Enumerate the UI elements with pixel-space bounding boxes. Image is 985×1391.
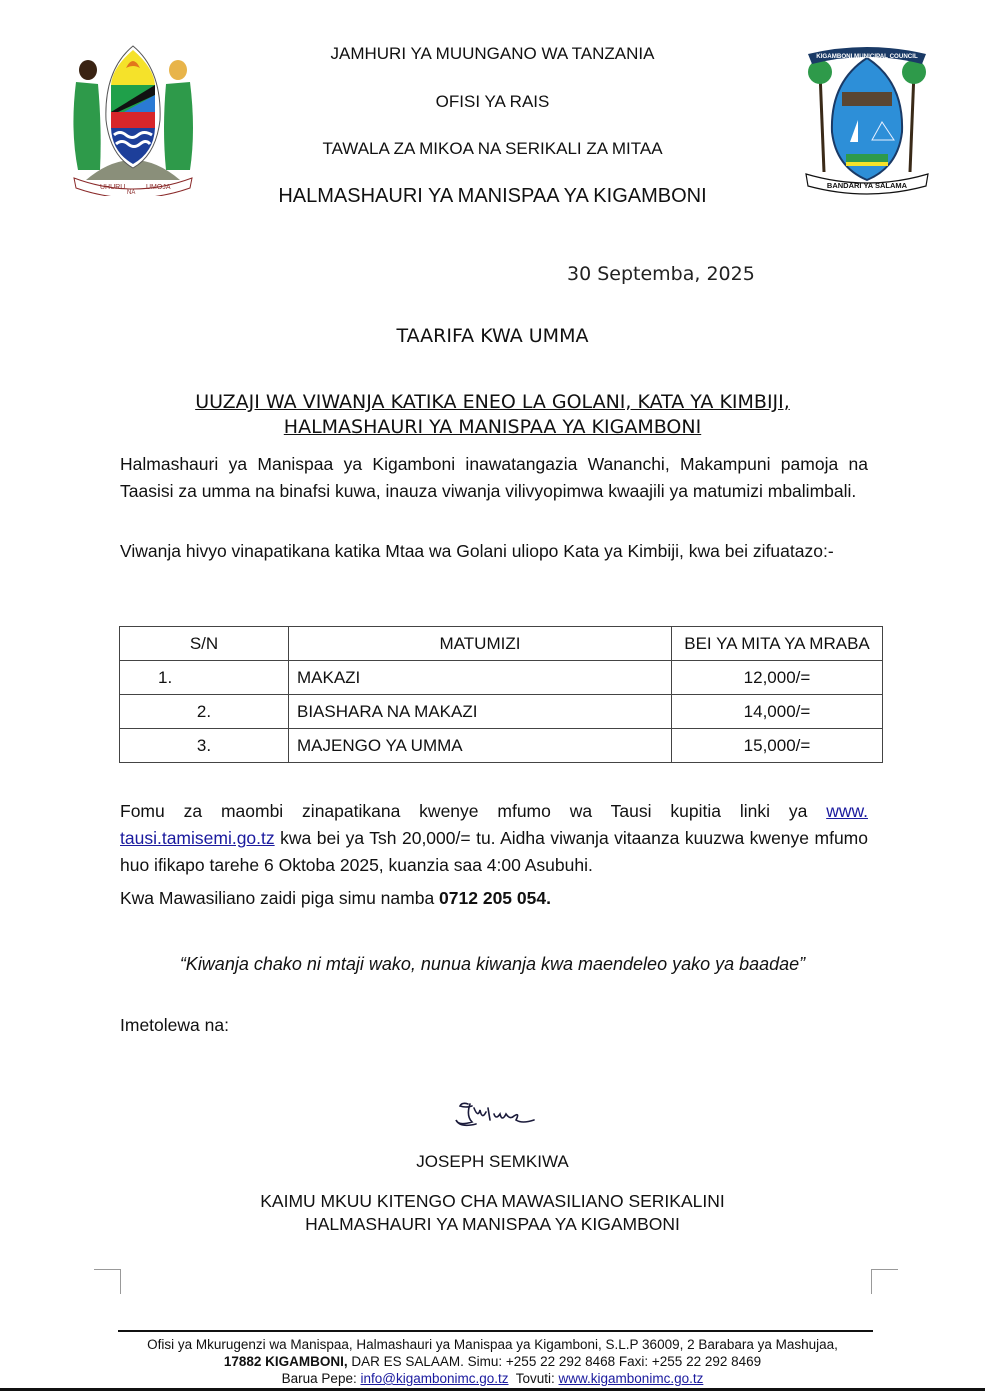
- row-use: BIASHARA NA MAKAZI: [289, 695, 672, 729]
- footer-website-link[interactable]: www.kigambonimc.go.tz: [558, 1371, 704, 1386]
- row-use: MAJENGO YA UMMA: [289, 729, 672, 763]
- tausi-link[interactable]: www. tausi.tamisemi.go.tz: [120, 801, 868, 848]
- header-use: MATUMIZI: [289, 627, 672, 661]
- footer-email-label: Barua Pepe:: [281, 1371, 361, 1386]
- price-table: [119, 626, 883, 763]
- intro-paragraph: Halmashauri ya Manispaa ya Kigamboni inawatangazia Wananchi, Makampuni pamoja na Taasisi za umma na binafsi kuwa, inauza viwanja vilivyopimwa kwaajili ya matumizi mbalimbali.: [120, 454, 868, 501]
- row-price: 12,000/=: [672, 661, 883, 695]
- page-corner-mark-left: [94, 1269, 121, 1294]
- svg-text:UMOJA: UMOJA: [146, 184, 171, 191]
- signatory-title: KAIMU MKUU KITENGO CHA MAWASILIANO SERIKALINI: [260, 1191, 725, 1211]
- svg-text:BANDARI YA SALAMA: BANDARI YA SALAMA: [826, 181, 908, 190]
- footer-email-link[interactable]: info@kigambonimc.go.tz: [360, 1371, 509, 1386]
- application-text-end: kwa bei ya Tsh 20,000/= tu. Aidha viwanja vitaanza kuuzwa kwenye mfumo huo ifikapo tarehe 6 Oktoba 2025, kuanzia saa 4:00 Asubuhi.: [120, 828, 868, 875]
- header-office: OFISI YA RAIS: [435, 92, 550, 111]
- footer-phones: DAR ES SALAAM. Simu: +255 22 292 8468 Faxi: +255 22 292 8469: [347, 1354, 762, 1369]
- row-sn: 2.: [120, 695, 289, 729]
- svg-text:KIGAMBONI MUNICIPAL COUNCIL: KIGAMBONI MUNICIPAL COUNCIL: [816, 53, 918, 60]
- signature: [450, 1098, 540, 1132]
- table-header-row: [120, 627, 883, 661]
- svg-text:NA: NA: [127, 190, 136, 196]
- row-use: MAKAZI: [289, 661, 672, 695]
- svg-text:UHURU: UHURU: [100, 184, 126, 191]
- notice-subject: [0, 390, 985, 440]
- footer-address: Ofisi ya Mkurugenzi wa Manispaa, Halmashauri ya Manispaa ya Kigamboni, S.L.P 36009, 2 Barabara ya Mashujaa,: [147, 1337, 838, 1352]
- header-ministry: TAWALA ZA MIKOA NA SERIKALI ZA MITAA: [322, 139, 663, 158]
- header-sn: S/N: [120, 627, 289, 661]
- footer-contacts: [0, 1353, 985, 1370]
- page-corner-mark-right: [871, 1269, 898, 1294]
- header-price: BEI YA MITA YA MRABA: [672, 627, 883, 661]
- kigamboni-council-emblem: [802, 42, 932, 197]
- slogan: “Kiwanja chako ni mtaji wako, nunua kiwanja kwa maendeleo yako ya baadae”: [179, 954, 806, 974]
- header-country: JAMHURI YA MUUNGANO WA TANZANIA: [330, 44, 655, 63]
- contact-text: Kwa Mawasiliano zaidi piga simu namba: [120, 888, 440, 908]
- signatory-org: HALMASHAURI YA MANISPAA YA KIGAMBONI: [305, 1214, 680, 1234]
- footer-divider: [118, 1330, 873, 1332]
- row-price: 14,000/=: [672, 695, 883, 729]
- subject-line-1: UUZAJI WA VIWANJA KATIKA ENEO LA GOLANI, KATA YA KIMBIJI,: [195, 391, 790, 413]
- notice-title: TAARIFA KWA UMMA: [396, 325, 589, 347]
- issued-by-label: Imetolewa na:: [120, 1015, 229, 1035]
- footer-postcode: 17882 KIGAMBONI,: [223, 1354, 348, 1369]
- application-paragraph: [120, 798, 868, 879]
- footer-web-label: Tovuti:: [508, 1371, 559, 1386]
- header-council: HALMASHAURI YA MANISPAA YA KIGAMBONI: [278, 185, 707, 207]
- signatory-name: JOSEPH SEMKIWA: [416, 1152, 569, 1171]
- contact-phone: 0712 205 054.: [439, 888, 551, 908]
- table-row: [120, 695, 883, 729]
- subject-line-2: HALMASHAURI YA MANISPAA YA KIGAMBONI: [283, 416, 702, 438]
- notice-date: 30 Septemba, 2025: [567, 263, 755, 285]
- location-paragraph: Viwanja hivyo vinapatikana katika Mtaa wa Golani uliopo Kata ya Kimbiji, kwa bei zifuatazo:-: [120, 541, 834, 561]
- row-sn: 1.: [120, 661, 289, 695]
- signature-icon: [450, 1098, 540, 1132]
- table-row: [120, 661, 883, 695]
- row-price: 15,000/=: [672, 729, 883, 763]
- footer-web: [0, 1370, 985, 1387]
- row-sn: 3.: [120, 729, 289, 763]
- council-logo-icon: [802, 42, 932, 197]
- application-text-start: Fomu za maombi zinapatikana kwenye mfumo wa Tausi kupitia linki ya: [120, 801, 827, 821]
- table-row: [120, 729, 883, 763]
- contact-paragraph: [120, 885, 868, 912]
